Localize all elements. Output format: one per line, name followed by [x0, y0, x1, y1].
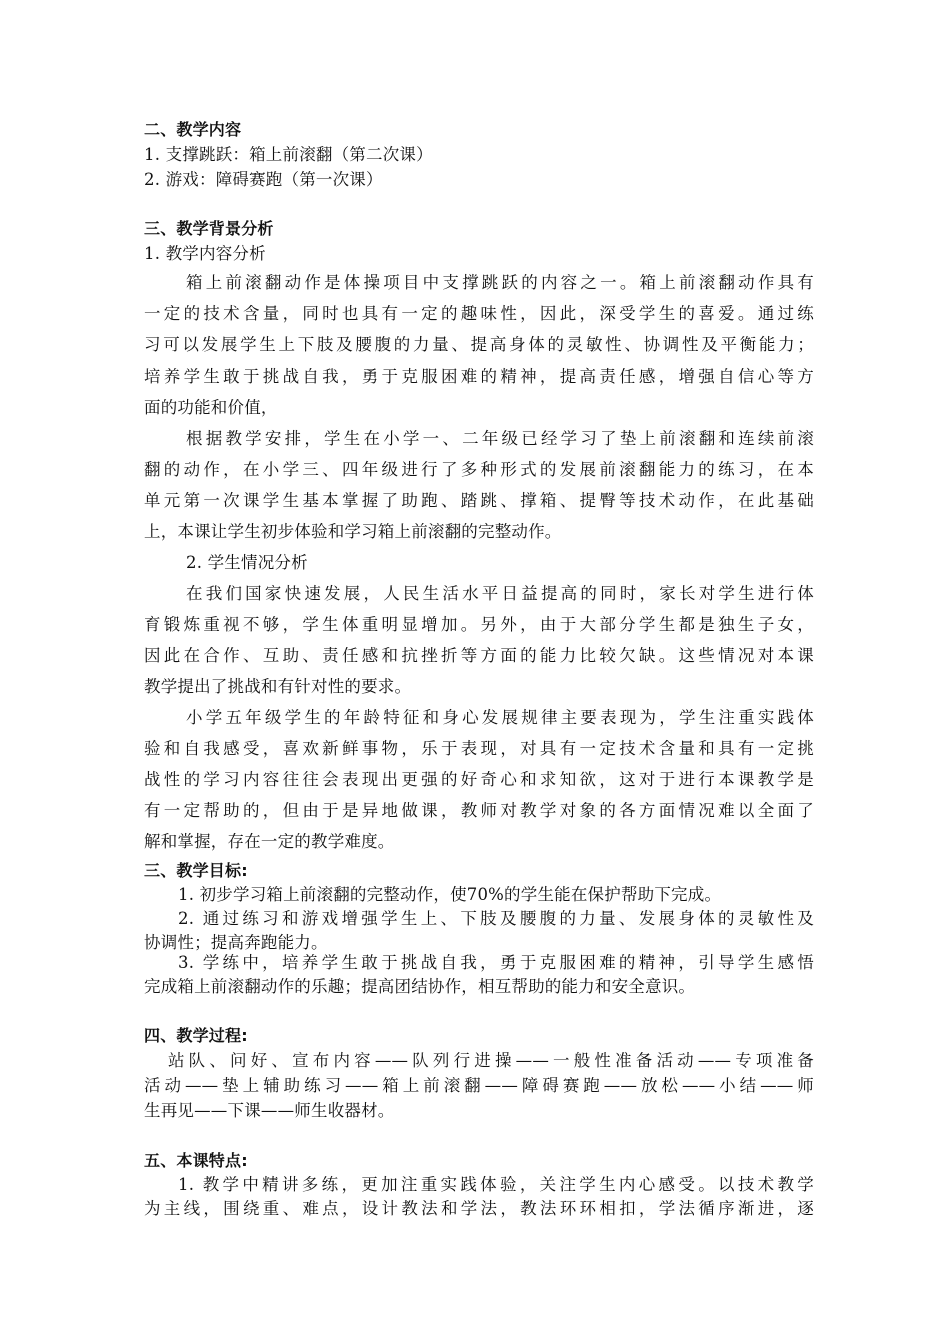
goal-1: 1. 初步学习箱上前滚翻的完整动作，使70%的学生能在保护帮助下完成。	[178, 885, 722, 904]
paragraph-line: 单元第一次课学生基本掌握了助跑、踏跳、撑箱、提臀等技术动作，在此基础	[144, 491, 814, 510]
paragraph-line: 小学五年级学生的年龄特征和身心发展规律主要表现为，学生注重实践体	[186, 708, 814, 727]
paragraph-line: 解和掌握，存在一定的教学难度。	[144, 832, 395, 851]
paragraph-line: 因此在合作、互助、责任感和抗挫折等方面的能力比较欠缺。这些情况对本课	[144, 646, 814, 665]
subheading-content-analysis: 1. 教学内容分析	[144, 244, 266, 263]
goal-2-line: 2. 通过练习和游戏增强学生上、下肢及腰腹的力量、发展身体的灵敏性及	[178, 909, 814, 928]
features-line: 1. 教学中精讲多练，更加注重实践体验，关注学生内心感受。以技术教学	[178, 1175, 814, 1194]
paragraph-line: 面的功能和价值，	[144, 398, 278, 417]
paragraph-line: 在我们国家快速发展，人民生活水平日益提高的同时，家长对学生进行体	[186, 584, 814, 603]
paragraph-line: 培养学生敢于挑战自我，勇于克服困难的精神，提高责任感，增强自信心等方	[144, 367, 814, 386]
goal-2-line: 协调性；提高奔跑能力。	[144, 933, 328, 952]
heading-teaching-content: 二、教学内容	[144, 120, 242, 139]
goal-3-line: 完成箱上前滚翻动作的乐趣；提高团结协作，相互帮助的能力和安全意识。	[144, 977, 696, 996]
paragraph-line: 教学提出了挑战和有针对性的要求。	[144, 677, 412, 696]
subheading-student-analysis: 2. 学生情况分析	[186, 553, 308, 572]
paragraph-line: 箱上前滚翻动作是体操项目中支撑跳跃的内容之一。箱上前滚翻动作具有	[186, 273, 814, 292]
paragraph-line: 一定的技术含量，同时也具有一定的趣味性，因此，深受学生的喜爱。通过练	[144, 304, 814, 323]
paragraph-line: 根据教学安排，学生在小学一、二年级已经学习了垫上前滚翻和连续前滚	[186, 429, 814, 448]
paragraph-line: 育锻炼重视不够，学生体重明显增加。另外，由于大部分学生都是独生子女，	[144, 615, 814, 634]
process-line: 站队、问好、宣布内容——队列行进操——一般性准备活动——专项准备	[168, 1051, 814, 1070]
content-item-2: 2. 游戏：障碍赛跑（第一次课）	[144, 170, 383, 189]
process-line: 活动——垫上辅助练习——箱上前滚翻——障碍赛跑——放松——小结——师	[144, 1076, 814, 1095]
goal-3-line: 3. 学练中，培养学生敢于挑战自我，勇于克服困难的精神，引导学生感悟	[178, 953, 814, 972]
content-item-1: 1. 支撑跳跃：箱上前滚翻（第二次课）	[144, 145, 433, 164]
features-line: 为主线，围绕重、难点，设计教法和学法，教法环环相扣，学法循序渐进，逐	[144, 1199, 814, 1218]
heading-teaching-goals: 三、教学目标:	[144, 861, 248, 880]
paragraph-line: 有一定帮助的，但由于是异地做课，教师对教学对象的各方面情况难以全面了	[144, 801, 814, 820]
paragraph-line: 翻的动作，在小学三、四年级进行了多种形式的发展前滚翻能力的练习，在本	[144, 460, 814, 479]
process-line: 生再见——下课——师生收器材。	[144, 1101, 395, 1120]
paragraph-line: 验和自我感受，喜欢新鲜事物，乐于表现，对具有一定技术含量和具有一定挑	[144, 739, 814, 758]
paragraph-line: 上，本课让学生初步体验和学习箱上前滚翻的完整动作。	[144, 522, 562, 541]
heading-background-analysis: 三、教学背景分析	[144, 219, 274, 238]
paragraph-line: 战性的学习内容往往会表现出更强的好奇心和求知欲，这对于进行本课教学是	[144, 770, 814, 789]
heading-course-features: 五、本课特点:	[144, 1151, 248, 1170]
heading-teaching-process: 四、教学过程:	[144, 1026, 248, 1045]
paragraph-line: 习可以发展学生上下肢及腰腹的力量、提高身体的灵敏性、协调性及平衡能力；	[144, 335, 814, 354]
